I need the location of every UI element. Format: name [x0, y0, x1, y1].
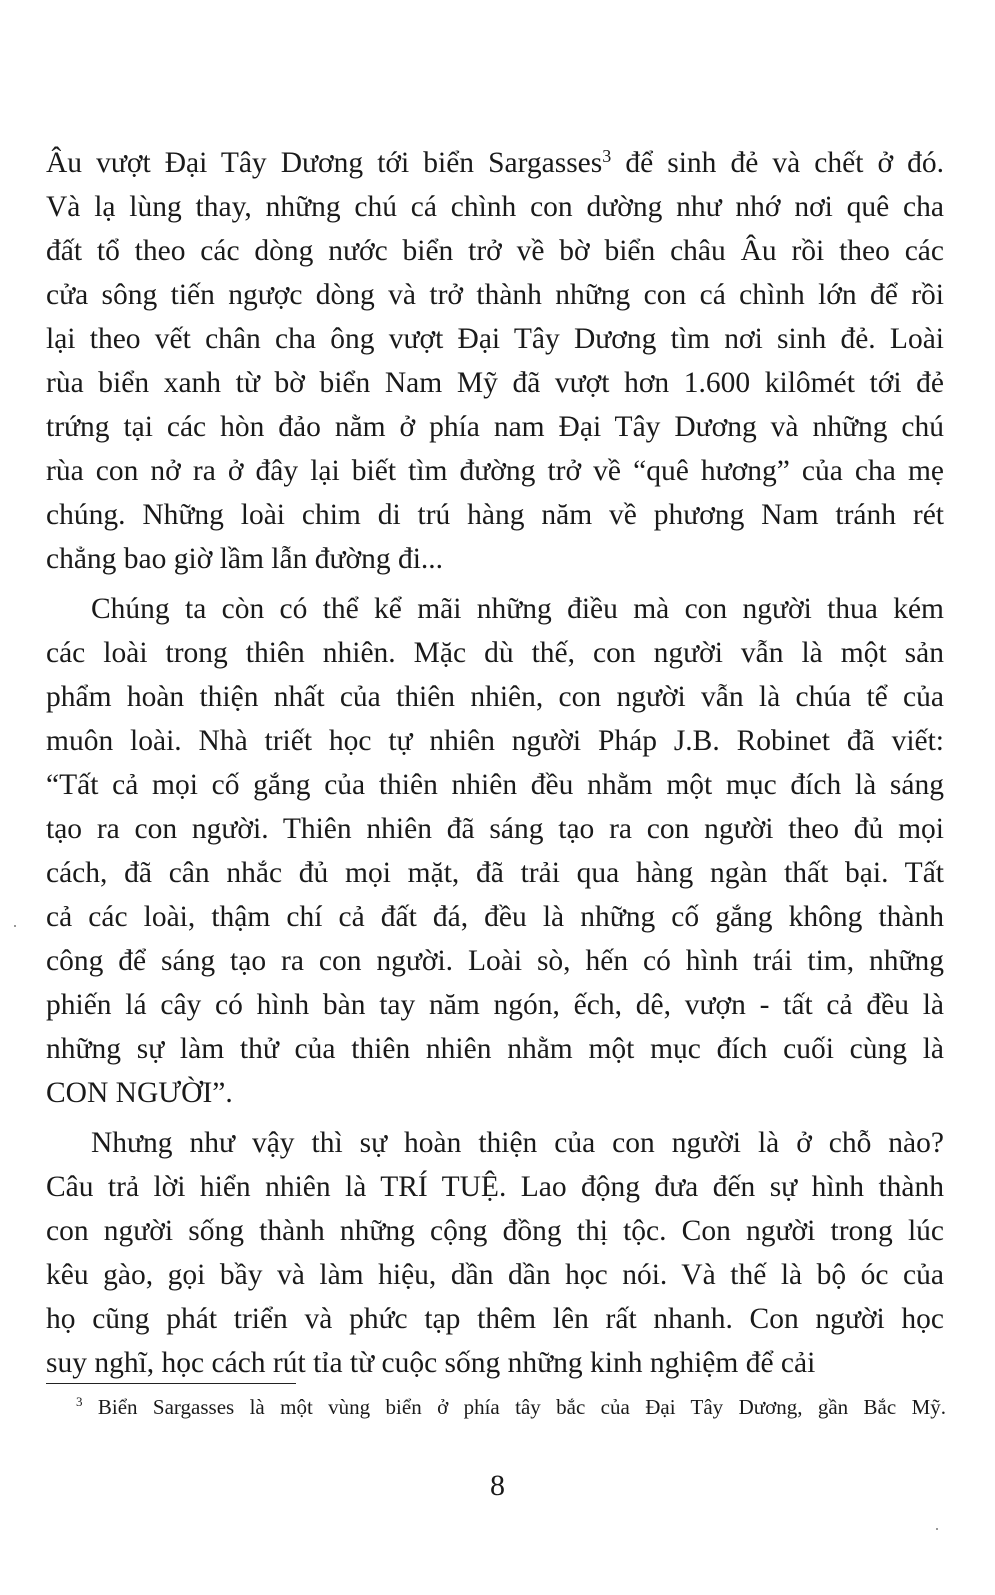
body-line-6: rùa biển xanh từ bờ biển Nam Mỹ đã vượt hơn 1.600 kilômét tới đẻ — [46, 367, 944, 399]
body-line-7: trứng tại các hòn đảo nằm ở phía nam Đại Tây Dương và những chú — [46, 411, 944, 443]
body-line-21: những sự làm thử của thiên nhiên nhằm một mục đích cuối cùng là — [46, 1033, 944, 1065]
body-line-8: rùa con nở ra ở đây lại biết tìm đường trở về “quê hương” của cha mẹ — [46, 455, 944, 487]
body-line-1 — [46, 141, 944, 185]
footnote — [76, 1392, 946, 1422]
body-line-13: phẩm hoàn thiện nhất của thiên nhiên, con người vẫn là chúa tể của — [46, 681, 944, 713]
body-line-1-tail: để sinh đẻ và chết ở đó. — [611, 147, 944, 179]
body-line-1-text: Âu vượt Đại Tây Dương tới biển Sargasses — [46, 147, 603, 179]
body-line-22: CON NGƯỜI”. — [46, 1077, 233, 1109]
body-line-23: Nhưng như vậy thì sự hoàn thiện của con người là ở chỗ nào? — [91, 1127, 944, 1159]
body-line-5: lại theo vết chân cha ông vượt Đại Tây Dương tìm nơi sinh đẻ. Loài — [46, 323, 944, 355]
footnote-rule — [46, 1383, 296, 1384]
body-line-3: đất tổ theo các dòng nước biển trở về bờ biển châu Âu rồi theo các — [46, 235, 944, 267]
body-line-10: chẳng bao giờ lầm lẫn đường đi... — [46, 543, 444, 575]
body-line-20: phiến lá cây có hình bàn tay năm ngón, ếch, dê, vượn - tất cả đều là — [46, 989, 944, 1021]
page-number: 8 — [490, 1469, 505, 1502]
body-line-2: Và lạ lùng thay, những chú cá chình con dường như nhớ nơi quê cha — [46, 191, 944, 223]
body-line-9: chúng. Những loài chim di trú hàng năm về phương Nam tránh rét — [46, 499, 944, 531]
body-line-18: cả các loài, thậm chí cả đất đá, đều là những cố gắng không thành — [46, 901, 944, 933]
body-line-12: các loài trong thiên nhiên. Mặc dù thế, con người vẫn là một sản — [46, 637, 944, 669]
footnote-text: Biển Sargasses là một vùng biển ở phía tây bắc của Đại Tây Dương, gần Bắc Mỹ. — [97, 1395, 947, 1419]
body-line-24: Câu trả lời hiển nhiên là TRÍ TUỆ. Lao động đưa đến sự hình thành — [46, 1171, 944, 1203]
body-line-11: Chúng ta còn có thể kể mãi những điều mà con người thua kém — [91, 593, 944, 625]
body-line-27: họ cũng phát triển và phức tạp thêm lên rất nhanh. Con người học — [46, 1303, 944, 1335]
body-line-19: công để sáng tạo ra con người. Loài sò, hến có hình trái tim, những — [46, 945, 944, 977]
body-line-25: con người sống thành những cộng đồng thị tộc. Con người trong lúc — [46, 1215, 944, 1247]
footnote-reference: 3 — [602, 146, 612, 166]
body-line-16: tạo ra con người. Thiên nhiên đã sáng tạo ra con người theo đủ mọi — [46, 813, 944, 845]
body-line-14: muôn loài. Nhà triết học tự nhiên người Pháp J.B. Robinet đã viết: — [46, 725, 944, 757]
body-line-4: cửa sông tiến ngược dòng và trở thành những con cá chình lớn để rồi — [46, 279, 944, 311]
body-line-15: “Tất cả mọi cố gắng của thiên nhiên đều nhằm một mục đích là sáng — [46, 769, 944, 801]
footnote-marker: 3 — [76, 1394, 83, 1409]
body-line-17: cách, đã cân nhắc đủ mọi mặt, đã trải qua hàng ngàn thất bại. Tất — [46, 857, 944, 889]
body-line-26: kêu gào, gọi bầy và làm hiệu, dần dần học nói. Và thế là bộ óc của — [46, 1259, 944, 1291]
body-line-28: suy nghĩ, học cách rút tỉa từ cuộc sống những kinh nghiệm để cải — [46, 1347, 816, 1379]
